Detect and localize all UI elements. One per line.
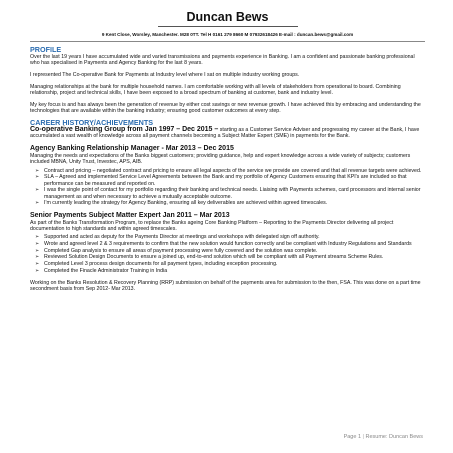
profile-paragraph: I represented The Co-operative Bank for Payments at Industry level where I sat on multiple industry working groups. xyxy=(30,72,300,79)
job-agency-intro: Managing the needs and expectations of the Banks biggest customers; providing guidance, help and expert knowledge across a wide variety of subjects; customers included MBNA, Unity Trust, Investec, APS, AIB. xyxy=(30,153,411,166)
list-item: ➢ Contract and pricing – negotiated contract and pricing to ensure all legal aspects of the service we provide are covered and that all revenue targets were achieved. xyxy=(30,168,425,174)
profile-paragraph: My key focus is and has always been the generation of revenue by either cost savings or new revenue growth. I have achieved this by embracing and understanding the technologies that are available within the banking industry; ensuring good customer outcomes at every step. xyxy=(30,101,421,115)
job-coop-text: starting as a Customer Service Adviser and progressing my career at the Bank, I have accumulated a vast wealth of knowledge across all payment channels becoming a Subject Matter Expert (SME) in payments for the Bank. xyxy=(30,126,420,139)
list-item: ➢ Supported and acted as deputy for the Payments Director at meetings and workshops with delegated sign off authority. xyxy=(30,234,425,240)
job-sme-title: Senior Payments Subject Matter Expert Jan 2011 – Mar 2013 xyxy=(30,211,230,219)
list-item: ➢ Reviewed Solution Design Documents to ensure a joined up, end-to-end solution which will be compliant with all Payment streams Scheme Rules. xyxy=(30,254,425,260)
footer-separator: | xyxy=(362,434,364,440)
page-number: Page 1 xyxy=(343,434,362,440)
job-agency-bullets xyxy=(30,168,425,207)
resume-page xyxy=(30,10,425,293)
career-heading: CAREER HISTORY/ACHIEVEMENTS xyxy=(30,117,154,127)
job-coop-summary xyxy=(30,127,425,140)
contact-details: 9 Kent Close, Worsley, Manchester. M28 0TT. Tel H 0161 279 8660 M 07932618426 E-mail : duncan.bews@gmail.com xyxy=(101,32,354,37)
page-footer xyxy=(344,434,423,440)
list-item: ➢ SLA – Agreed and implemented Service Level Agreements between the Bank and my portfolio of Agency Customers ensuring that KPI's are included so that performance can be measured and reported on. xyxy=(30,174,425,187)
job-sme-bullets xyxy=(30,234,425,274)
job-coop-title: Co-operative Banking Group from Jan 1997 – Dec 2015 – xyxy=(30,125,219,133)
header-divider xyxy=(30,41,425,42)
job-sme-closing: Working on the Banks Resolution & Recovery Planning (RRP) submission on behalf of the payments area for submission to the then, FSA. This was done on a part time secondment basis from Sep 2012- Mar 2013. xyxy=(30,279,421,293)
job-agency-title: Agency Banking Relationship Manager - Mar 2013 – Dec 2015 xyxy=(30,145,234,153)
list-item: ➢ Wrote and agreed level 2 & 3 requirements to confirm that the new solution would function correctly and be compliant with Industry Regulations and Standards xyxy=(30,241,425,247)
profile-heading: PROFILE xyxy=(30,45,62,54)
list-item: ➢ Completed Level 3 process design documents for all payment types, including exception processing. xyxy=(30,261,425,267)
list-item: ➢ I'm currently leading the strategy for Agency Banking, ensuring all key deliverables are achieved within agreed timescales. xyxy=(30,200,425,206)
profile-paragraph: Over the last 19 years I have accumulated wide and varied transmissions and payments experience in Banking. I am a confident and passionate banking professional who has specialised in Payments and Agency Banking for the last 8 years. xyxy=(30,54,415,67)
job-sme-intro: As part of the Banks Transformation Program, to replace the Banks ageing Core Banking Platform – Reporting to the Payments Director delivering all project documentation to high standards and within agreed timescales. xyxy=(30,219,394,233)
resume-name: Duncan Bews xyxy=(186,10,269,24)
profile-paragraph: Managing relationships at the bank for multiple household names. I am comfortable working with all levels of stakeholders from operational to board. Combining relationship, project and technical skills, I have been exposed to a broad spectrum of banking at customer, bank and industry level. xyxy=(30,83,401,97)
footer-label: Resume: Duncan Bews xyxy=(365,434,423,440)
list-item: ➢ I was the single point of contact for my portfolio regarding their banking and technical needs. Liaising with Payments schemes, card processors and internal senior management as and when necessary to achieve a mutually acceptable outcome. xyxy=(30,187,425,200)
list-item: ➢ Completed Gap analysis to ensure all areas of payment processing were fully covered and the solution was complete. xyxy=(30,248,425,254)
name-underline xyxy=(158,26,298,27)
list-item: ➢ Completed the Finacle Administrator Training in India xyxy=(30,268,425,274)
